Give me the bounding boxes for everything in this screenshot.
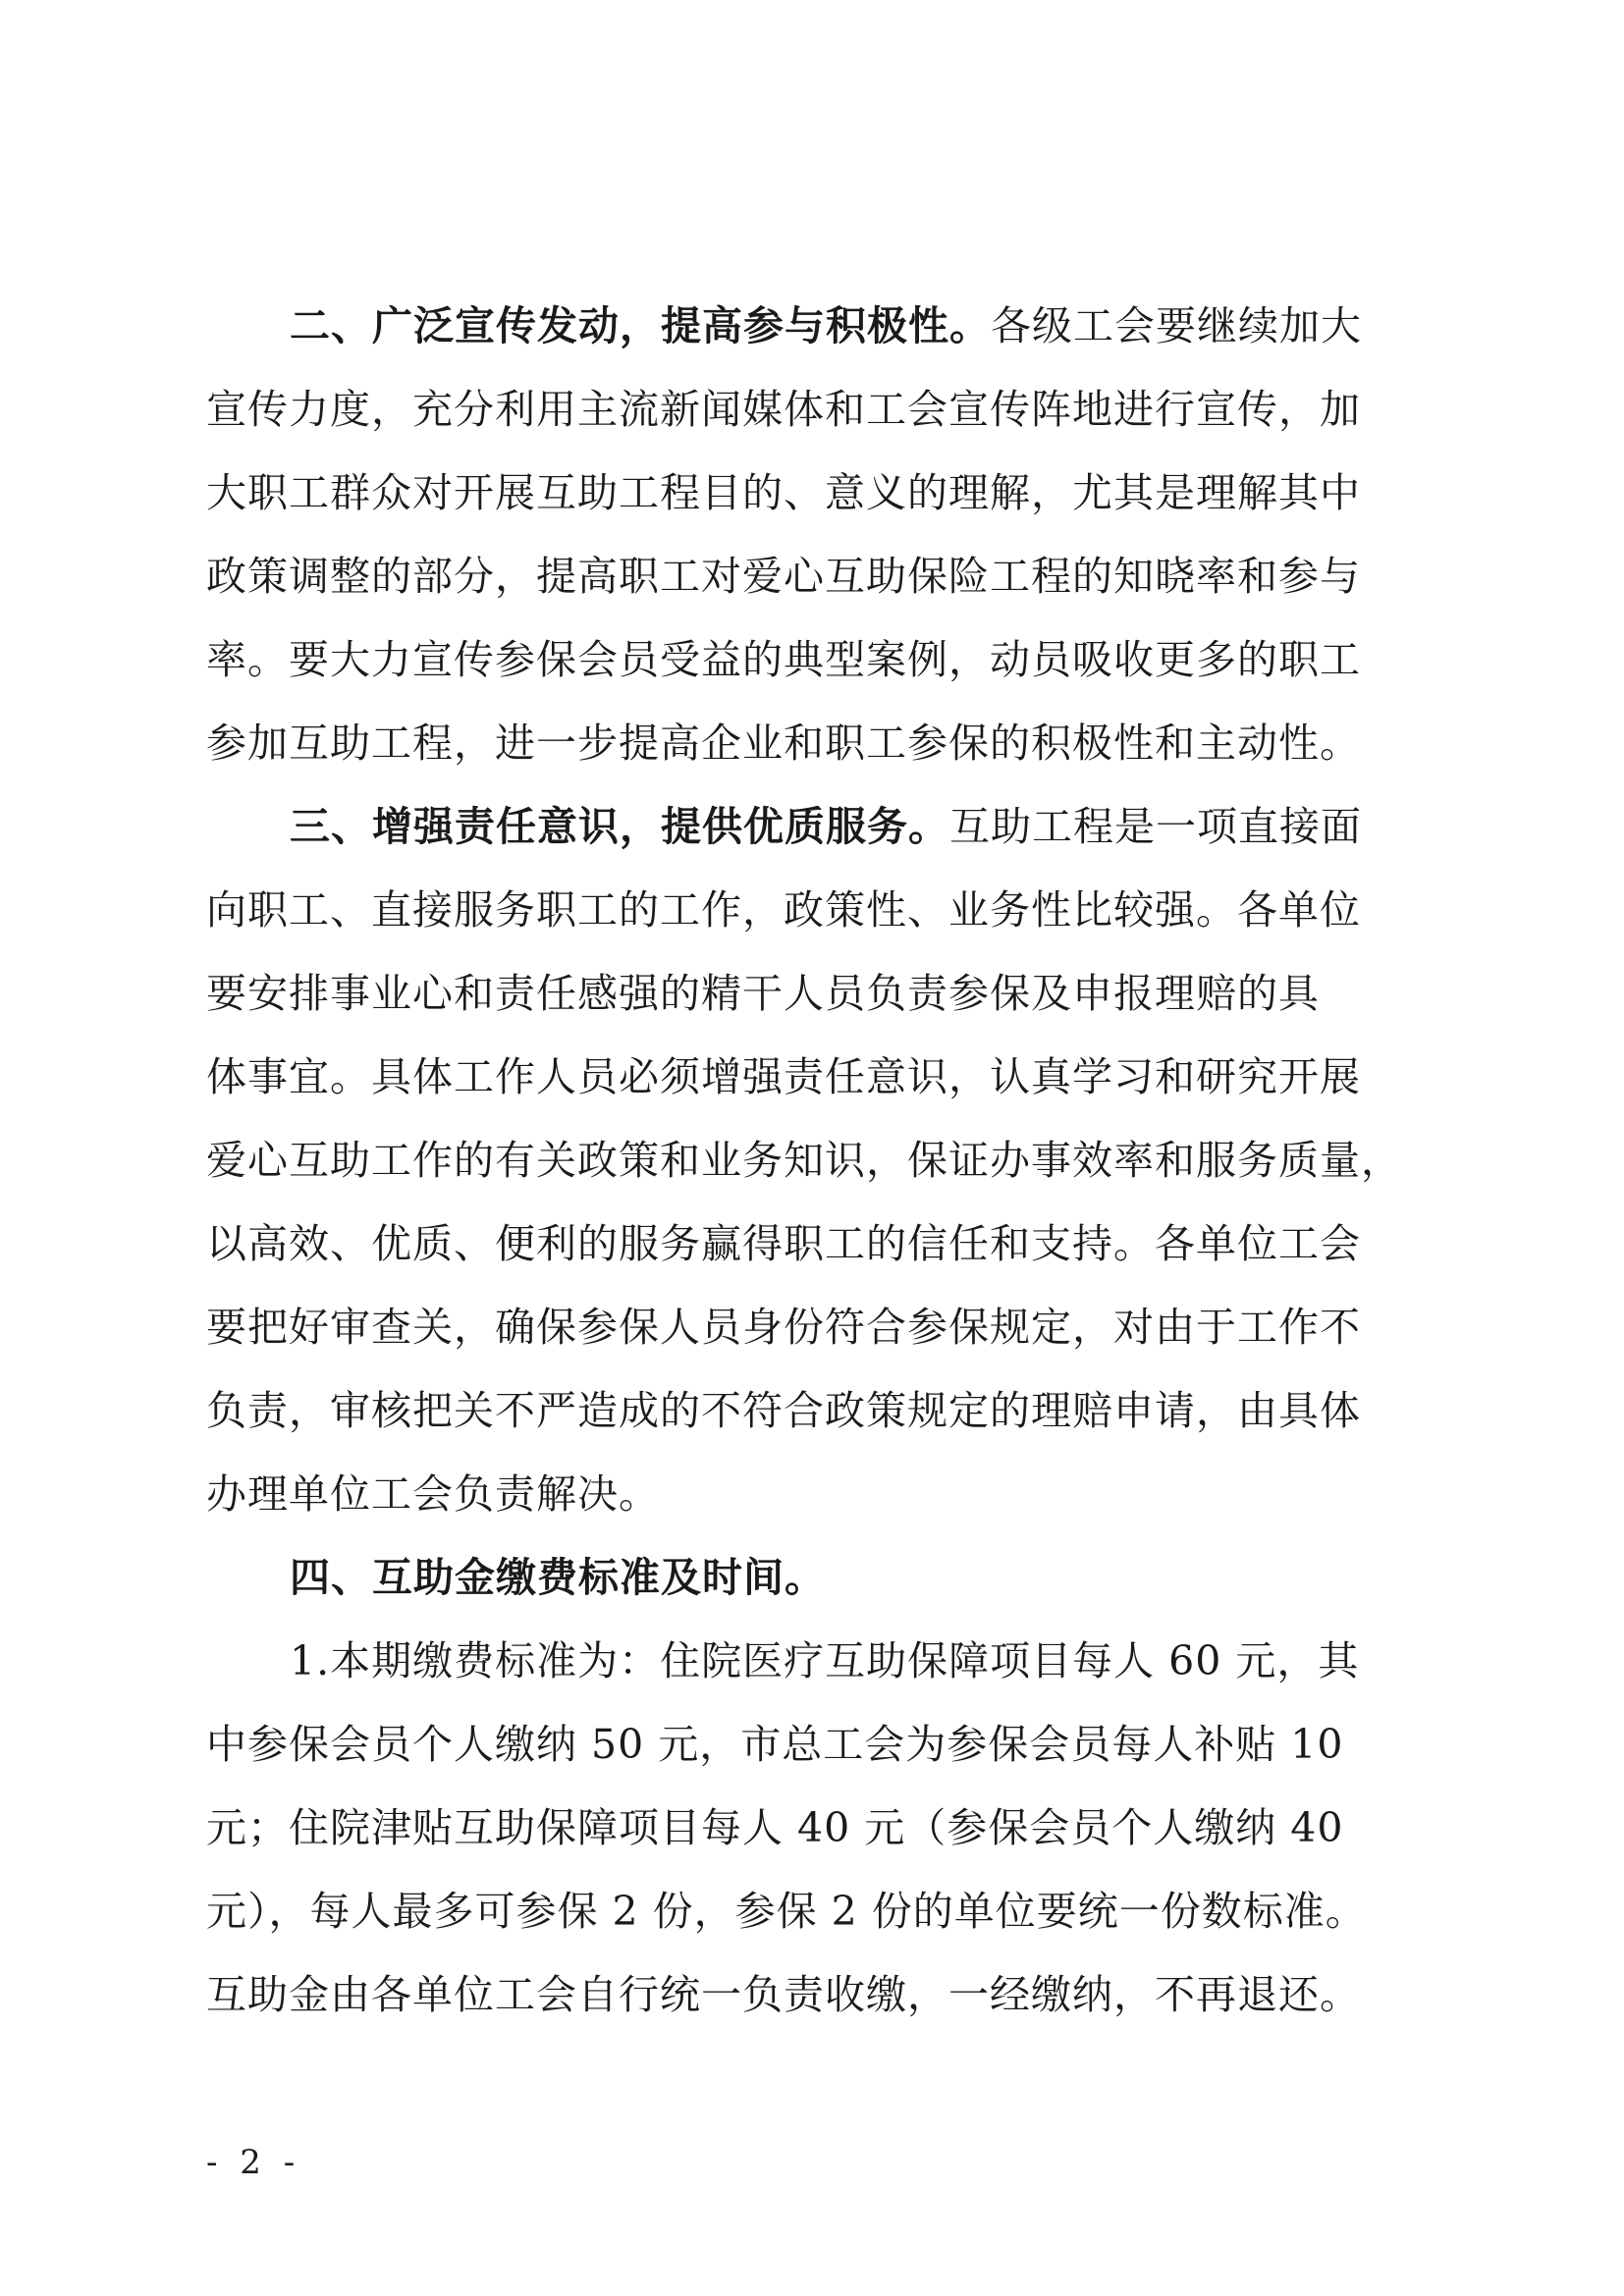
section3-text: 互助工程是一项直接面 xyxy=(949,803,1362,850)
section2-line-6: 参加互助工程，进一步提高企业和职工参保的积极性和主动性。 xyxy=(206,720,1361,767)
section2-line-5: 率。要大力宣传参保会员受益的典型案例，动员吸收更多的职工 xyxy=(206,636,1361,683)
page-number: - 2 - xyxy=(206,2143,301,2182)
section4-line-2: 中参保会员个人缴纳 50 元，市总工会为参保会员每人补贴 10 xyxy=(206,1721,1344,1768)
section4-line-4: 元），每人最多可参保 2 份，参保 2 份的单位要统一份数标准。 xyxy=(206,1888,1367,1935)
section3-heading: 三、增强责任意识，提供优质服务。 xyxy=(290,803,949,850)
section3-line-5: 爱心互助工作的有关政策和业务知识，保证办事效率和服务质量， xyxy=(206,1137,1402,1184)
section3-line-3: 要安排事业心和责任感强的精干人员负责参保及申报理赔的具 xyxy=(206,970,1320,1017)
section4-line-5: 互助金由各单位工会自行统一负责收缴，一经缴纳，不再退还。 xyxy=(206,1971,1361,2018)
section2-first-line xyxy=(290,302,1362,349)
section4-heading: 四、互助金缴费标准及时间。 xyxy=(290,1554,826,1601)
section4-line-3: 元；住院津贴互助保障项目每人 40 元（参保会员个人缴纳 40 xyxy=(206,1804,1344,1851)
section3-line-8: 负责，审核把关不严造成的不符合政策规定的理赔申请，由具体 xyxy=(206,1387,1361,1434)
section3-line-6: 以高效、优质、便利的服务赢得职工的信任和支持。各单位工会 xyxy=(206,1220,1361,1267)
section3-first-line xyxy=(290,803,1362,850)
section2-heading: 二、广泛宣传发动，提高参与积极性。 xyxy=(290,302,991,349)
section2-line-2: 宣传力度，充分利用主流新闻媒体和工会宣传阵地进行宣传，加 xyxy=(206,386,1361,433)
section3-line-2: 向职工、直接服务职工的工作，政策性、业务性比较强。各单位 xyxy=(206,886,1361,934)
section3-line-9: 办理单位工会负责解决。 xyxy=(206,1470,660,1518)
section3-line-7: 要把好审查关，确保参保人员身份符合参保规定，对由于工作不 xyxy=(206,1304,1361,1351)
section2-line-3: 大职工群众对开展互助工程目的、意义的理解，尤其是理解其中 xyxy=(206,469,1361,516)
section4-line-1: 1.本期缴费标准为：住院医疗互助保障项目每人 60 元，其 xyxy=(290,1637,1360,1684)
section2-line-4: 政策调整的部分，提高职工对爱心互助保险工程的知晓率和参与 xyxy=(206,553,1361,600)
section3-line-4: 体事宜。具体工作人员必须增强责任意识，认真学习和研究开展 xyxy=(206,1053,1361,1100)
section2-text: 各级工会要继续加大 xyxy=(991,302,1362,349)
